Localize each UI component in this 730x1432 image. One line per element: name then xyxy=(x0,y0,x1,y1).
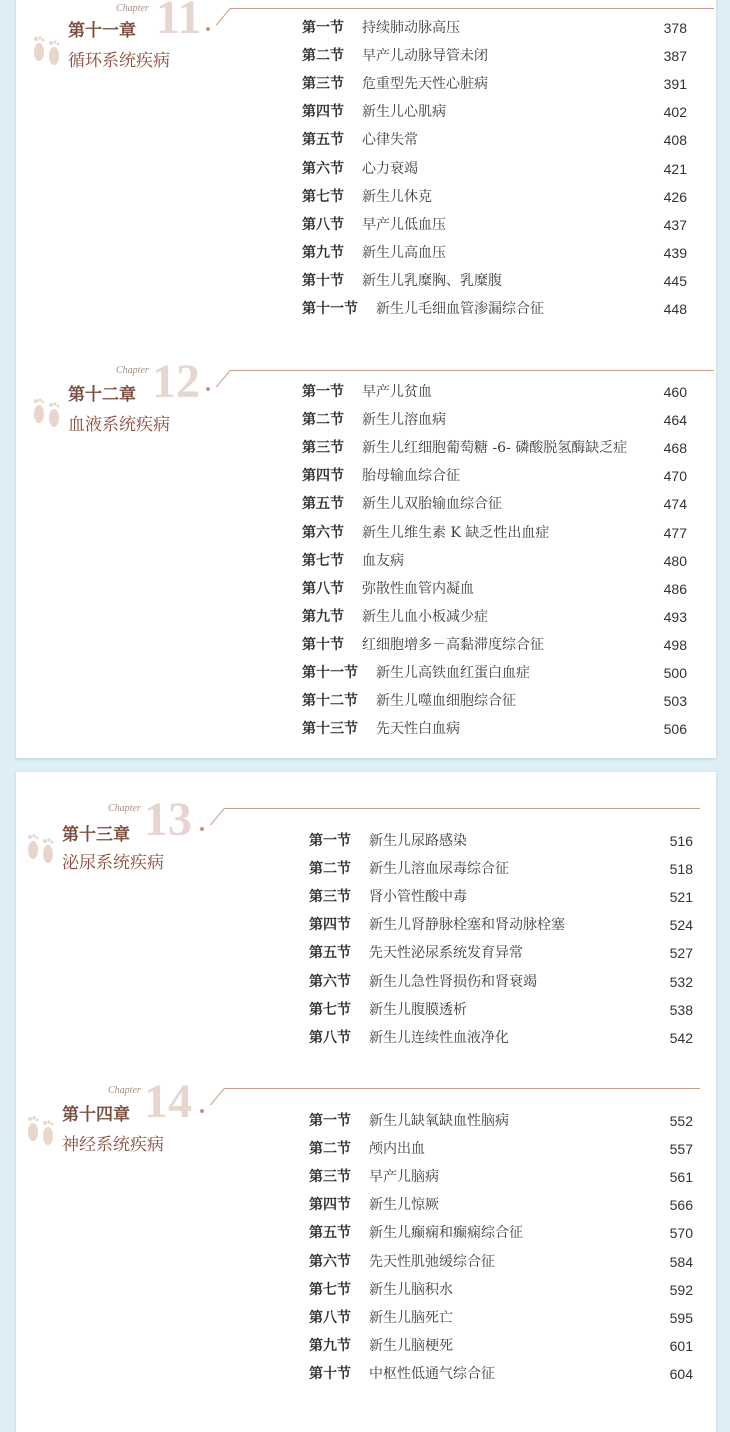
chapter-number: 13 xyxy=(144,793,192,846)
section-title: 新生儿双胎输血综合征 xyxy=(362,496,502,513)
page-number: 468 xyxy=(663,440,687,457)
page-number: 601 xyxy=(669,1337,693,1354)
section-number: 第四节 xyxy=(302,104,344,121)
section-title: 新生儿溶血尿毒综合征 xyxy=(369,861,509,878)
section-number: 第二节 xyxy=(309,1141,351,1158)
page-number: 506 xyxy=(663,721,687,738)
toc-row xyxy=(309,1191,693,1219)
toc-row xyxy=(309,939,693,967)
section-title: 新生儿脑死亡 xyxy=(369,1309,453,1326)
chapter-dot xyxy=(206,387,210,391)
page-number: 604 xyxy=(669,1365,693,1382)
section-number: 第十节 xyxy=(302,272,344,289)
section-title: 新生儿连续性血液净化 xyxy=(369,1029,509,1046)
chapter-divider-line xyxy=(230,370,714,371)
page-number: 486 xyxy=(663,580,687,597)
section-number: 第五节 xyxy=(302,132,344,149)
section-title: 早产儿低血压 xyxy=(362,216,446,233)
toc-row xyxy=(302,406,687,434)
chapter-name: 泌尿系统疾病 xyxy=(62,853,164,873)
baby-footprints-icon xyxy=(30,392,64,432)
toc-row xyxy=(309,855,693,883)
toc-row xyxy=(309,911,693,939)
page-number: 500 xyxy=(663,665,687,681)
section-number: 第三节 xyxy=(309,889,351,906)
toc-row xyxy=(302,211,687,239)
chapter-word: Chapter xyxy=(116,3,149,14)
page-number: 498 xyxy=(663,636,687,653)
section-number: 第一节 xyxy=(309,1113,351,1129)
section-number: 第九节 xyxy=(309,1337,351,1354)
chapter-word: Chapter xyxy=(108,1085,141,1096)
section-title: 持续肺动脉高压 xyxy=(362,20,460,36)
chapter-dot xyxy=(206,27,210,31)
toc-row xyxy=(309,883,693,911)
section-number: 第十一节 xyxy=(302,301,358,317)
toc-row xyxy=(302,547,687,575)
chapter-label: 第十一章 xyxy=(68,21,136,41)
section-number: 第四节 xyxy=(309,1197,351,1214)
section-number: 第八节 xyxy=(309,1309,351,1326)
chapter-divider-line xyxy=(224,1088,700,1089)
section-number: 第九节 xyxy=(302,244,344,261)
section-title: 新生儿乳糜胸、乳糜腹 xyxy=(362,272,502,289)
toc-row xyxy=(309,1024,693,1052)
chapter-word: Chapter xyxy=(108,803,141,814)
section-title: 新生儿高血压 xyxy=(362,244,446,261)
section-title: 心律失常 xyxy=(362,132,418,149)
chapter-label: 第十四章 xyxy=(62,1105,130,1125)
section-number: 第八节 xyxy=(302,580,344,597)
section-number: 第十三节 xyxy=(302,721,358,738)
section-number: 第八节 xyxy=(309,1029,351,1046)
section-title: 新生儿休克 xyxy=(362,188,432,205)
page-number: 527 xyxy=(669,945,693,962)
toc-row xyxy=(302,239,687,267)
toc-row xyxy=(302,687,687,715)
page-number: 464 xyxy=(663,412,687,429)
chapter-dot xyxy=(200,827,204,831)
section-number: 第十节 xyxy=(309,1365,351,1382)
chapter-label: 第十二章 xyxy=(68,385,136,405)
section-title: 早产儿脑病 xyxy=(369,1169,439,1186)
section-number: 第五节 xyxy=(309,945,351,962)
chapter-number: 12 xyxy=(152,355,200,408)
toc-row xyxy=(302,70,687,98)
section-number: 第三节 xyxy=(302,440,344,457)
section-title: 中枢性低通气综合征 xyxy=(369,1365,495,1382)
toc-row xyxy=(309,1219,693,1247)
section-title: 新生儿腹膜透析 xyxy=(369,1001,467,1018)
page-number: 532 xyxy=(669,973,693,990)
section-number: 第九节 xyxy=(302,608,344,625)
toc-row xyxy=(302,519,687,547)
page-number: 516 xyxy=(669,833,693,849)
section-title: 新生儿肾静脉栓塞和肾动脉栓塞 xyxy=(369,917,565,934)
chapter-divider-line xyxy=(230,8,714,9)
section-number: 第四节 xyxy=(309,917,351,934)
section-title: 新生儿癫痫和癫痫综合征 xyxy=(369,1225,523,1242)
toc-row xyxy=(302,378,687,406)
toc-row xyxy=(302,462,687,490)
chapter-dot xyxy=(200,1109,204,1113)
section-number: 第七节 xyxy=(309,1001,351,1018)
page-number: 518 xyxy=(669,861,693,878)
toc-row xyxy=(302,715,687,743)
toc-row xyxy=(302,490,687,518)
section-title: 新生儿惊厥 xyxy=(369,1197,439,1214)
page-number: 552 xyxy=(669,1113,693,1129)
chapter-name: 神经系统疾病 xyxy=(62,1135,164,1155)
chapter-number: 11 xyxy=(156,0,202,44)
toc-row xyxy=(302,575,687,603)
page-number: 408 xyxy=(663,132,687,149)
toc-row xyxy=(309,968,693,996)
section-number: 第一节 xyxy=(302,20,344,36)
section-title: 新生儿高铁血红蛋白血症 xyxy=(376,665,530,681)
section-number: 第七节 xyxy=(302,188,344,205)
baby-footprints-icon xyxy=(30,30,64,70)
section-title: 颅内出血 xyxy=(369,1141,425,1158)
toc-row xyxy=(302,659,687,687)
section-number: 第二节 xyxy=(302,48,344,65)
page-number: 524 xyxy=(669,917,693,934)
section-title: 新生儿血小板减少症 xyxy=(362,608,488,625)
section-title: 新生儿溶血病 xyxy=(362,412,446,429)
toc-row xyxy=(302,434,687,462)
chapter-name: 循环系统疾病 xyxy=(68,51,170,71)
section-number: 第二节 xyxy=(309,861,351,878)
section-title: 血友病 xyxy=(362,552,404,569)
section-number: 第十一节 xyxy=(302,665,358,681)
page-number: 474 xyxy=(663,496,687,513)
page-number: 387 xyxy=(663,48,687,65)
toc-row xyxy=(309,1135,693,1163)
section-number: 第六节 xyxy=(302,160,344,177)
section-title: 新生儿心肌病 xyxy=(362,104,446,121)
page-number: 437 xyxy=(663,216,687,233)
section-title: 新生儿缺氧缺血性脑病 xyxy=(369,1113,509,1129)
page-number: 378 xyxy=(663,20,687,36)
section-title: 红细胞增多－高黏滞度综合征 xyxy=(362,636,544,653)
page-number: 402 xyxy=(663,104,687,121)
section-title: 胎母输血综合征 xyxy=(362,468,460,485)
toc-row xyxy=(302,126,687,154)
section-title: 新生儿脑积水 xyxy=(369,1281,453,1298)
toc-row xyxy=(302,631,687,659)
section-number: 第七节 xyxy=(302,552,344,569)
section-title: 新生儿脑梗死 xyxy=(369,1337,453,1354)
chapter-word: Chapter xyxy=(116,365,149,376)
section-number: 第六节 xyxy=(302,524,344,541)
section-title: 早产儿动脉导管未闭 xyxy=(362,48,488,65)
chapter-number: 14 xyxy=(144,1075,192,1128)
page-number: 477 xyxy=(663,524,687,541)
page-number: 470 xyxy=(663,468,687,485)
section-number: 第五节 xyxy=(309,1225,351,1242)
toc-row xyxy=(309,1276,693,1304)
section-title: 先天性肌弛缓综合征 xyxy=(369,1253,495,1270)
toc-row xyxy=(302,14,687,42)
page-number: 460 xyxy=(663,384,687,400)
section-title: 危重型先天性心脏病 xyxy=(362,76,488,93)
toc-row xyxy=(302,42,687,70)
baby-footprints-icon xyxy=(24,828,58,868)
toc-row xyxy=(309,1304,693,1332)
section-number: 第三节 xyxy=(309,1169,351,1186)
chapter-name: 血液系统疾病 xyxy=(68,415,170,435)
section-title: 先天性泌尿系统发育异常 xyxy=(369,945,523,962)
section-title: 新生儿红细胞葡萄糖 -6- 磷酸脱氢酶缺乏症 xyxy=(362,440,628,457)
page-number: 557 xyxy=(669,1141,693,1158)
page-number: 421 xyxy=(663,160,687,177)
page-number: 391 xyxy=(663,76,687,93)
section-number: 第二节 xyxy=(302,412,344,429)
toc-row xyxy=(302,155,687,183)
toc-row xyxy=(309,1163,693,1191)
section-title: 肾小管性酸中毒 xyxy=(369,889,467,906)
section-number: 第四节 xyxy=(302,468,344,485)
chapter-divider-line xyxy=(224,808,700,809)
toc-row xyxy=(302,295,687,323)
chapter-divider-slash xyxy=(210,808,225,825)
baby-footprints-icon xyxy=(24,1110,58,1150)
page-number: 521 xyxy=(669,889,693,906)
section-number: 第十二节 xyxy=(302,693,358,710)
toc-row xyxy=(309,996,693,1024)
section-number: 第六节 xyxy=(309,1253,351,1270)
section-title: 新生儿毛细血管渗漏综合征 xyxy=(376,301,544,317)
section-number: 第一节 xyxy=(309,833,351,849)
toc-row xyxy=(302,267,687,295)
page-number: 493 xyxy=(663,608,687,625)
section-title: 早产儿贫血 xyxy=(362,384,432,400)
page-number: 426 xyxy=(663,188,687,205)
section-number: 第六节 xyxy=(309,973,351,990)
section-number: 第五节 xyxy=(302,496,344,513)
section-number: 第七节 xyxy=(309,1281,351,1298)
toc-row xyxy=(302,183,687,211)
section-number: 第三节 xyxy=(302,76,344,93)
page-number: 595 xyxy=(669,1309,693,1326)
section-title: 新生儿噬血细胞综合征 xyxy=(376,693,516,710)
section-title: 心力衰竭 xyxy=(362,160,418,177)
page-number: 584 xyxy=(669,1253,693,1270)
section-number: 第一节 xyxy=(302,384,344,400)
page-number: 439 xyxy=(663,244,687,261)
toc-row xyxy=(309,1360,693,1388)
page-number: 503 xyxy=(663,693,687,710)
chapter-label: 第十三章 xyxy=(62,825,130,845)
section-title: 新生儿急性肾损伤和肾衰竭 xyxy=(369,973,537,990)
toc-row xyxy=(302,98,687,126)
page-number: 542 xyxy=(669,1029,693,1046)
page-number: 570 xyxy=(669,1225,693,1242)
page-number: 566 xyxy=(669,1197,693,1214)
page-number: 561 xyxy=(669,1169,693,1186)
chapter-divider-slash xyxy=(210,1088,225,1105)
page-number: 448 xyxy=(663,301,687,317)
toc-row xyxy=(309,1332,693,1360)
toc-row xyxy=(309,1248,693,1276)
page-number: 538 xyxy=(669,1001,693,1018)
page-number: 480 xyxy=(663,552,687,569)
toc-row xyxy=(302,603,687,631)
chapter-divider-slash xyxy=(216,370,231,387)
page-number: 445 xyxy=(663,272,687,289)
toc-row xyxy=(309,827,693,855)
section-title: 新生儿尿路感染 xyxy=(369,833,467,849)
section-number: 第八节 xyxy=(302,216,344,233)
section-title: 弥散性血管内凝血 xyxy=(362,580,474,597)
section-number: 第十节 xyxy=(302,636,344,653)
page-number: 592 xyxy=(669,1281,693,1298)
toc-row xyxy=(309,1107,693,1135)
chapter-divider-slash xyxy=(216,8,231,25)
section-title: 先天性白血病 xyxy=(376,721,460,738)
section-title: 新生儿维生素 K 缺乏性出血症 xyxy=(362,524,550,541)
